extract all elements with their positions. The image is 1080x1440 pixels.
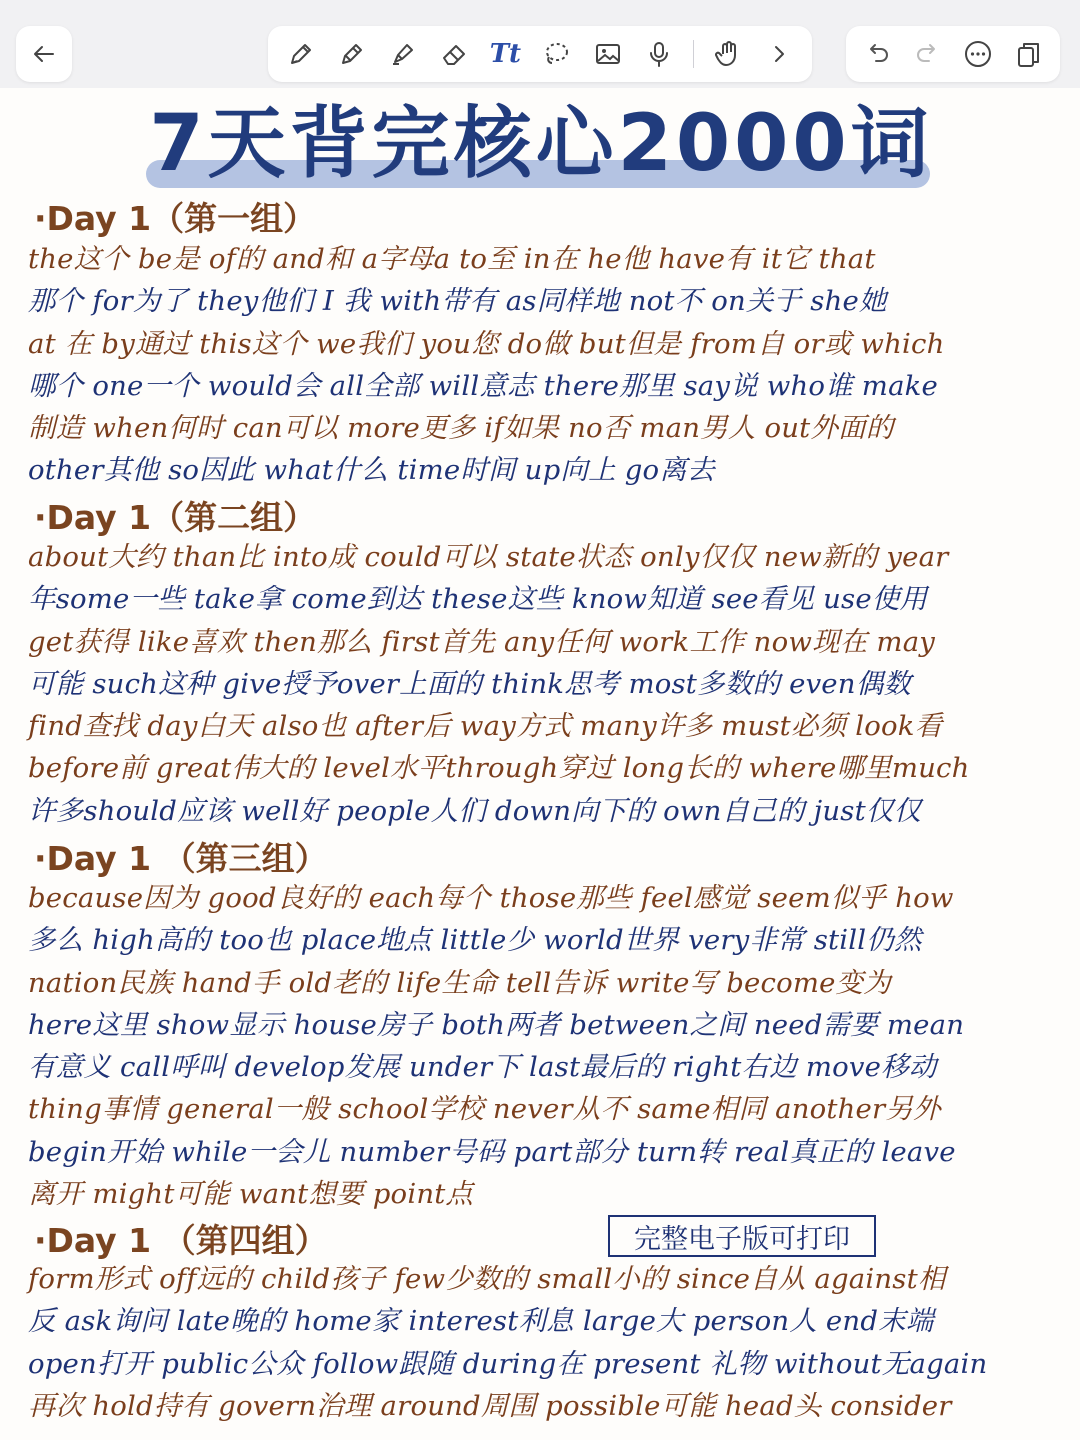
word-line: begin开始 while一会儿 number号码 part部分 turn转 real真正的 leave <box>28 1135 956 1168</box>
word-list <box>28 536 1068 832</box>
top-toolbar <box>0 0 1080 88</box>
section-heading: ·Day 1 （第四组） <box>34 1221 328 1260</box>
word-line: here这里 show显示 house房子 both两者 between之间 need需要 mean <box>28 1008 965 1041</box>
section-heading: ·Day 1（第一组） <box>34 199 317 238</box>
word-line: 再次 hold持有 govern治理 around周围 possible可能 head头 consider <box>28 1389 952 1422</box>
text-tool-icon[interactable] <box>488 37 522 71</box>
microphone-icon[interactable] <box>642 37 676 71</box>
word-line: 离开 might可能 want想要 point点 <box>28 1178 474 1211</box>
word-line: 那个 for为了 they他们 I 我 with带有 as同样地 not不 on关于 she她 <box>28 285 887 318</box>
pages-icon[interactable] <box>1012 37 1046 71</box>
text-tool-glyph: Tt <box>489 39 522 69</box>
history-actions-bar <box>846 26 1060 82</box>
word-line: because因为 good良好的 each每个 those那些 feel感觉 seem似乎 how <box>28 882 954 914</box>
word-line: open打开 public公众 follow跟随 during在 present 礼物 without无again <box>28 1347 988 1380</box>
word-list <box>28 1258 1068 1427</box>
lasso-icon[interactable] <box>539 37 573 71</box>
word-line: the这个 be是 of的 and和 a字母a to至 in在 he他 have有 it它 that <box>28 243 876 275</box>
print-note-box: 完整电子版可打印 <box>608 1215 876 1257</box>
undo-icon[interactable] <box>860 37 894 71</box>
section-heading: ·Day 1 （第三组） <box>34 839 328 878</box>
pencil-icon[interactable] <box>335 37 369 71</box>
title-block <box>146 96 936 192</box>
word-list <box>28 238 1068 492</box>
word-line: 可能 such这种 give授予over上面的 think思考 most多数的 even偶数 <box>28 667 912 700</box>
more-icon[interactable] <box>961 37 995 71</box>
chevron-right-icon[interactable] <box>762 37 796 71</box>
word-line: 哪个 one一个 would会 all全部 will意志 there那里 say说 who谁 make <box>28 369 939 402</box>
word-line: 许多should应该 well好 people人们 down向下的 own自己的 just仅仅 <box>28 794 922 827</box>
hand-icon[interactable] <box>711 37 745 71</box>
word-line: 年some一些 take拿 come到达 these这些 know知道 see看见 use使用 <box>28 583 928 616</box>
section-heading: ·Day 1（第二组） <box>34 498 317 537</box>
word-line: about大约 than比 into成 could可以 state状态 only仅仅 new新的 year <box>28 541 949 573</box>
image-icon[interactable] <box>591 37 625 71</box>
word-line: nation民族 hand手 old老的 life生命 tell告诉 write写 become变为 <box>28 966 891 999</box>
back-button[interactable] <box>16 26 72 82</box>
redo-icon[interactable] <box>911 37 945 71</box>
word-line: 制造 when何时 can可以 more更多 if如果 no否 man男人 out外面的 <box>28 412 894 445</box>
word-line: 有意义 call呼叫 develop发展 under下 last最后的 right右边 move移动 <box>28 1051 937 1084</box>
pen-icon[interactable] <box>284 37 318 71</box>
arrow-left-icon[interactable] <box>27 37 61 71</box>
word-line: 多么 high高的 too也 place地点 little少 world世界 very非常 still仍然 <box>28 924 922 957</box>
word-line: form形式 off远的 child孩子 few少数的 small小的 since自从 against相 <box>28 1263 946 1295</box>
word-line: thing事情 general一般 school学校 never从不 same相同 another另外 <box>28 1093 941 1126</box>
eraser-icon[interactable] <box>437 37 471 71</box>
highlighter-icon[interactable] <box>386 37 420 71</box>
drawing-tools-bar <box>268 26 812 82</box>
word-line: get获得 like喜欢 then那么 first首先 any任何 work工作 now现在 may <box>28 625 936 658</box>
note-page[interactable] <box>0 88 1080 1440</box>
word-list <box>28 877 1068 1215</box>
word-line: 反 ask询问 late晚的 home家 interest利息 large大 person人 end末端 <box>28 1305 934 1338</box>
toolbar-divider <box>693 40 694 68</box>
word-line: at 在 by通过 this这个 we我们 you您 do做 but但是 from自 or或 which <box>28 327 945 360</box>
page-title: 7天背完核心2000词 <box>149 99 933 189</box>
word-line: before前 great伟大的 level水平through穿过 long长的 where哪里much <box>28 752 970 785</box>
word-line: find查找 day白天 also也 after后 way方式 many许多 must必须 look看 <box>28 710 943 743</box>
word-line: other其他 so因此 what什么 time时间 up向上 go离去 <box>28 454 715 487</box>
